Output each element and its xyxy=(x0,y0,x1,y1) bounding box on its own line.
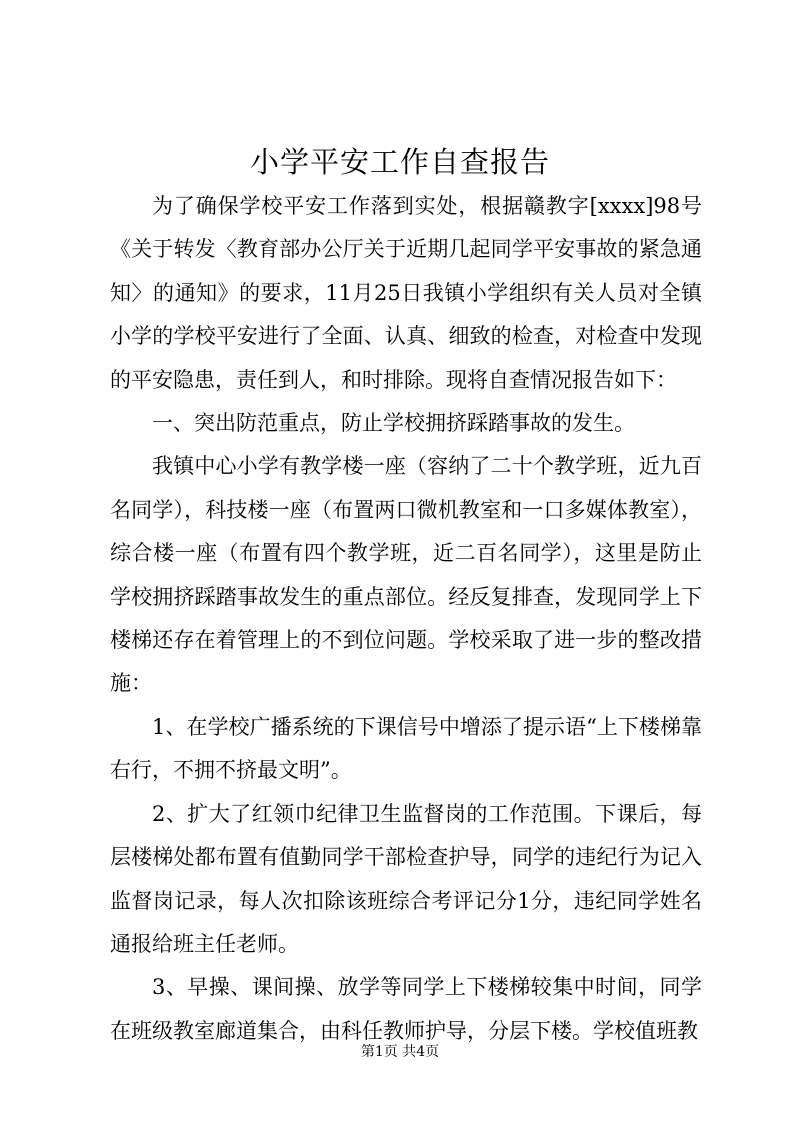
document-body xyxy=(110,185,702,1053)
paragraph-buildings: 我镇中心小学有教学楼一座（容纳了二十个教学班，近九百名同学），科技楼一座（布置两口微机教室和一口多媒体教室），综合楼一座（布置有四个教学班，近二百名同学），这里是防止学校拥挤踩踏事故发生的重点部位。经反复排查，发现同学上下楼梯还存在着管理上的不到位问题。学校采取了进一步的整改措施： xyxy=(110,454,702,696)
paragraph-measure-2: 2、扩大了红领巾纪律卫生监督岗的工作范围。下课后，每层楼梯处都布置有值勤同学干部检查护导，同学的违纪行为记入监督岗记录，每人次扣除该班综合考评记分1分，违纪同学姓名通报给班主任老师。 xyxy=(110,801,702,956)
paragraph-section-heading: 一、突出防范重点，防止学校拥挤踩踏事故的发生。 xyxy=(152,411,635,436)
paragraph-intro: 为了确保学校平安工作落到实处，根据赣教字[xxxx]98号《关于转发〈教育部办公厅关于近期几起同学平安事故的紧急通知〉的通知》的要求，11月25日我镇小学组织有关人员对全镇小学的学校平安进行了全面、认真、细致的检查，对检查中发现的平安隐患，责任到人，和时排除。现将自查情况报告如下： xyxy=(110,194,702,392)
page-footer: 第1页 共4页 xyxy=(360,1044,440,1060)
paragraph-measure-3: 3、早操、课间操、放学等同学上下楼梯较集中时间，同学在班级教室廊道集合，由科任教师护导，分层下楼。学校值班教 xyxy=(110,975,702,1043)
paragraph-measure-1: 1、在学校广播系统的下课信号中增添了提示语“上下楼梯靠右行，不拥不挤最文明”。 xyxy=(110,714,702,783)
document-title: 小学平安工作自查报告 xyxy=(249,145,550,179)
